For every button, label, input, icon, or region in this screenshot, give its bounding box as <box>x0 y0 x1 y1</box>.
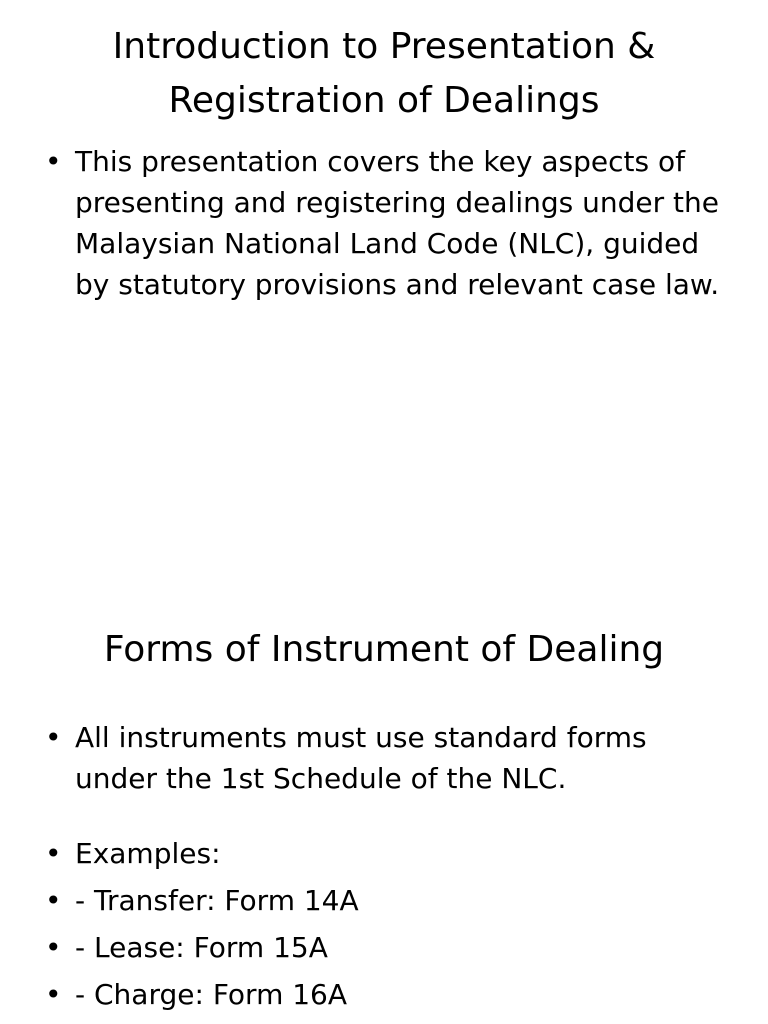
bullet-icon: • <box>45 931 62 964</box>
bullet-icon: • <box>45 145 62 178</box>
bullet-item <box>45 974 725 1015</box>
bullet-icon: • <box>45 837 62 870</box>
bullet-item <box>45 927 725 968</box>
bullet-text: - Lease: Form 15A <box>75 931 328 964</box>
bullet-text: This presentation covers the key aspects of presenting and registering dealings under the Malaysian National Land Code (NLC), guided by statutory provisions and relevant case law. <box>75 145 720 301</box>
bullet-text: - Charge: Form 16A <box>75 978 348 1011</box>
bullet-item <box>45 833 725 874</box>
bullet-icon: • <box>45 884 62 917</box>
bullet-text: Examples: <box>75 837 221 870</box>
bullet-text: - Transfer: Form 14A <box>75 884 359 917</box>
bullet-item <box>45 141 725 305</box>
bullet-text: All instruments must use standard forms under the 1st Schedule of the NLC. <box>75 721 647 795</box>
slide-title: Forms of Instrument of Dealing <box>103 629 665 670</box>
slide-title: Introduction to Presentation & Registration of Dealings <box>112 26 656 121</box>
bullet-icon: • <box>45 978 62 1011</box>
bullet-list <box>45 717 725 1021</box>
bullet-icon: • <box>45 721 62 754</box>
bullet-item <box>45 880 725 921</box>
bullet-item <box>45 717 725 799</box>
slide-forms-of-instrument <box>0 576 768 1024</box>
bullet-list <box>45 141 725 305</box>
